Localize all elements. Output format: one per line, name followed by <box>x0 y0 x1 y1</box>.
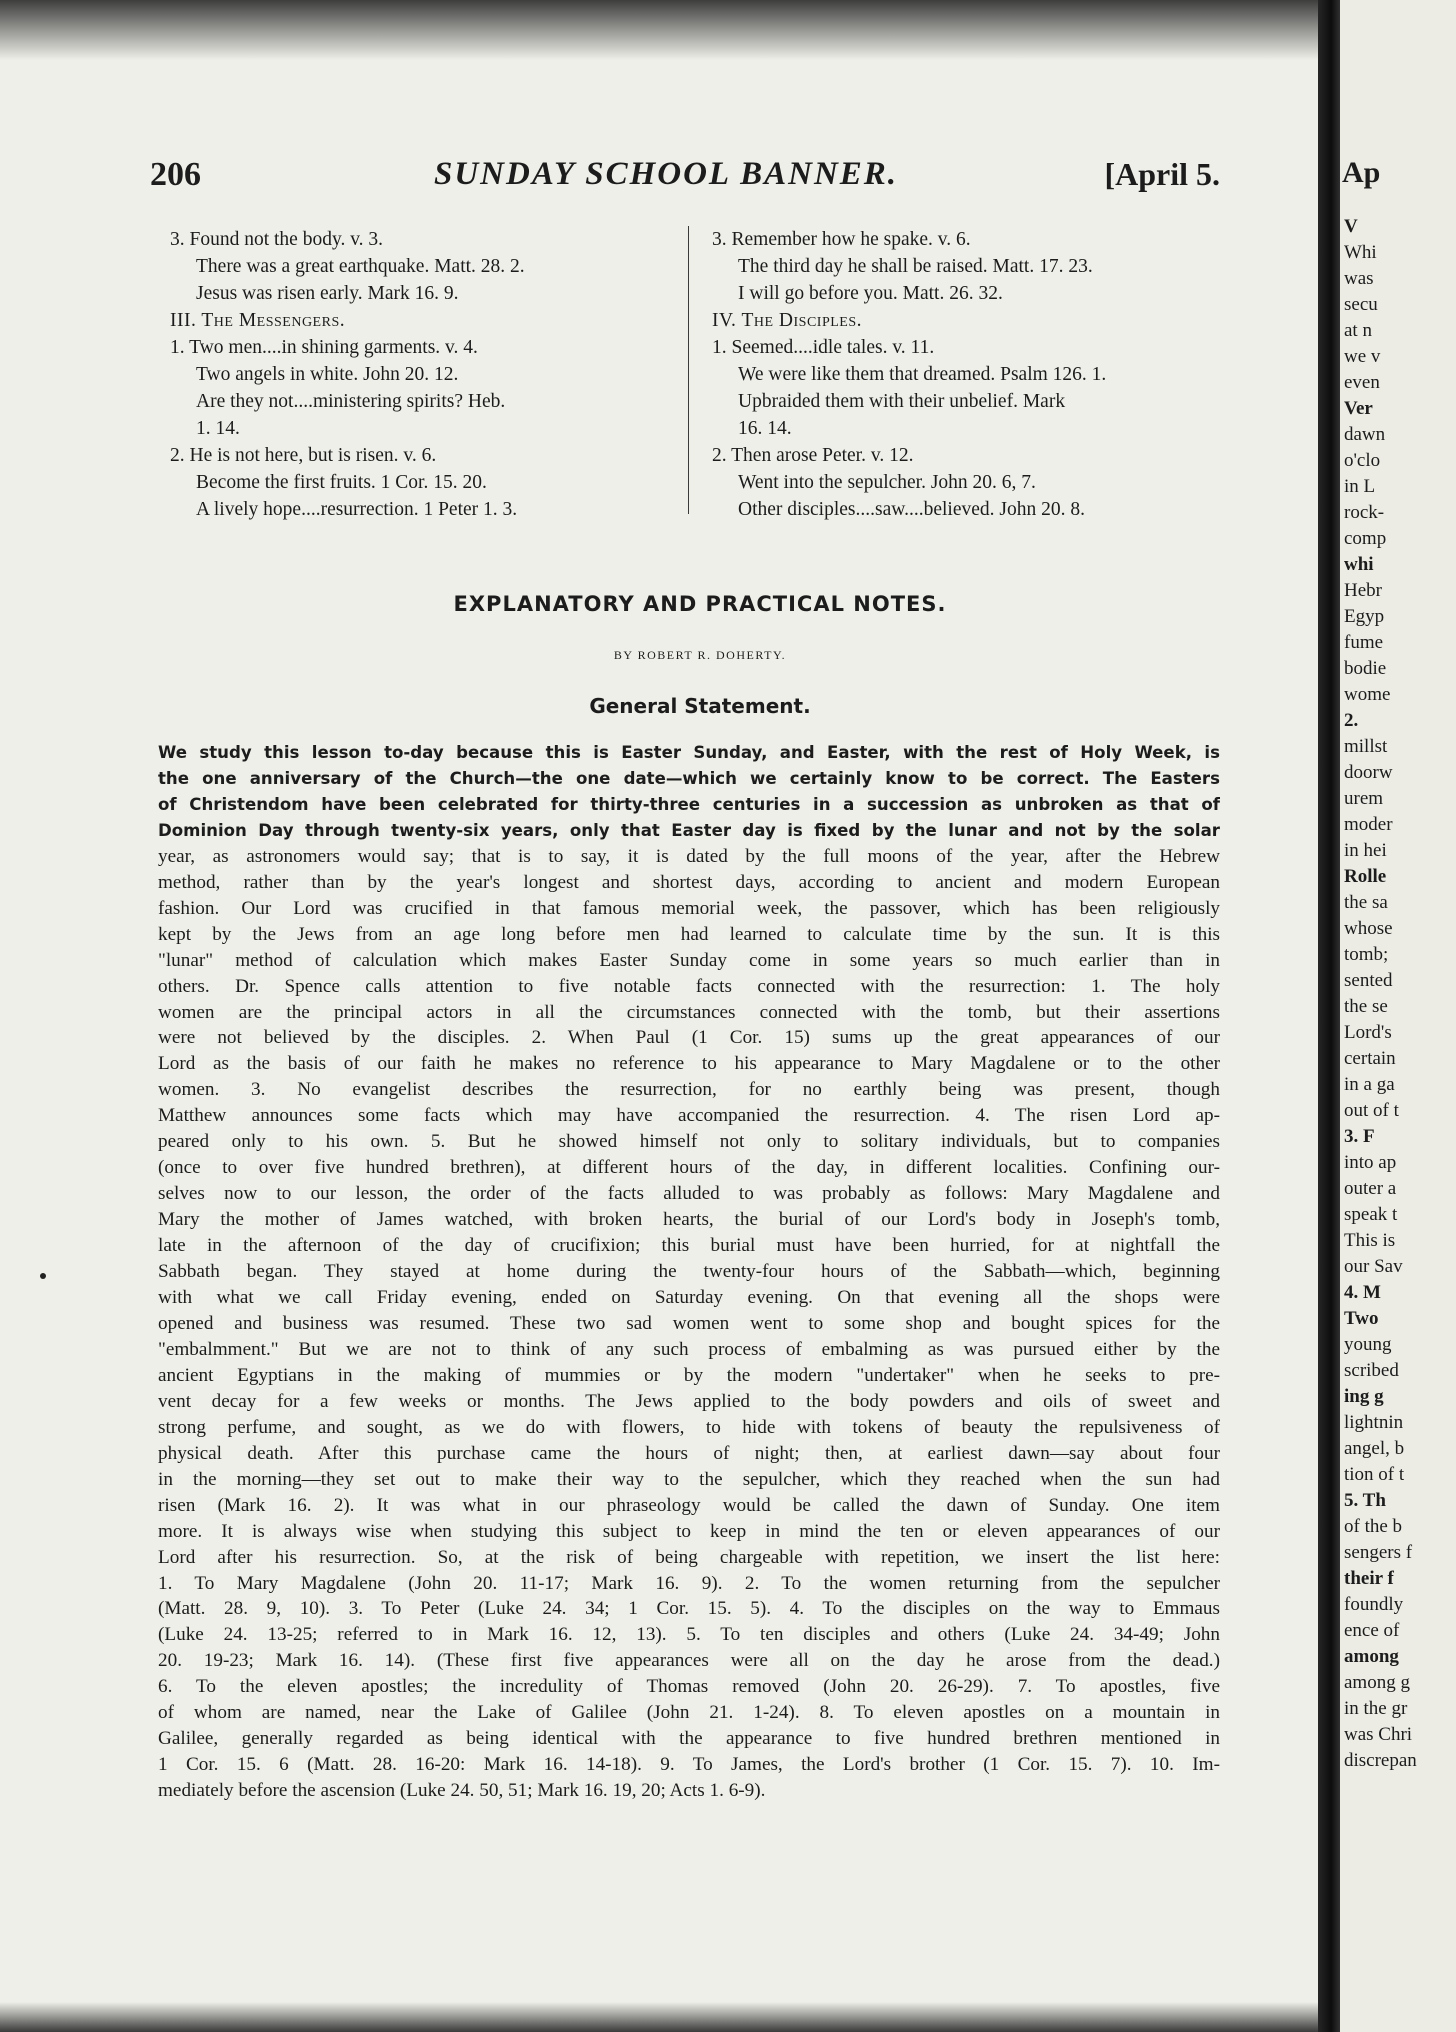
facing-page-line: lightnin <box>1344 1412 1404 1433</box>
text-line: (once to over five hundred brethren), at different hours of the day, in different localities. Confining our- <box>158 1157 1220 1179</box>
text-line: Galilee, generally regarded as being identical with the appearance to five hundred brethren mentioned in <box>158 1728 1220 1750</box>
text-line: Lord as the basis of our faith he makes no reference to his appearance to Mary Magdalene or to the other <box>158 1053 1220 1075</box>
text-line: Sabbath began. They stayed at home during the twenty-four hours of the Sabbath—which, beginning <box>158 1261 1220 1283</box>
facing-page-line: in a ga <box>1344 1074 1395 1095</box>
text-line: 20. 19-23; Mark 16. 14). (These first five appearances were all on the day he arose from the dead.) <box>158 1650 1220 1672</box>
text-line: method, rather than by the year's longest and shortest days, according to ancient and modern European <box>158 871 1220 893</box>
text-line: "embalmment." But we are not to think of any such process of embalming as was pursued either by the <box>158 1338 1220 1360</box>
text-line: peared only to his own. 5. But he showed himself not only to solitary individuals, but to companies <box>158 1131 1220 1153</box>
text-line: 1. To Mary Magdalene (John 20. 11-17; Mark 16. 9). 2. To the women returning from the sepulcher <box>158 1572 1220 1594</box>
text-line: strong perfume, and sought, as we do with flowers, to hide with tokens of beauty the repulsiveness of <box>158 1416 1220 1438</box>
facing-page-line: Whi <box>1344 242 1377 263</box>
outline-line: Other disciples....saw....believed. John 20. 8. <box>738 499 1085 520</box>
facing-page-line: in L <box>1344 476 1376 497</box>
facing-page-line: out of t <box>1344 1100 1399 1121</box>
general-statement-text <box>158 740 1220 1804</box>
text-line: women. 3. No evangelist describes the resurrection, for no earthly being was present, though <box>158 1079 1220 1101</box>
facing-page-line: rock- <box>1344 502 1385 523</box>
text-line: fashion. Our Lord was crucified in that famous memorial week, the passover, which has been religiously <box>158 897 1220 919</box>
facing-page-line: whose <box>1344 918 1393 939</box>
facing-page-line: ence of <box>1344 1620 1400 1641</box>
outline-line: Upbraided them with their unbelief. Mark <box>738 391 1066 412</box>
facing-page-line: tion of t <box>1344 1464 1405 1485</box>
facing-page-line: wome <box>1344 684 1391 705</box>
facing-page-line: 5. Th <box>1344 1490 1386 1511</box>
text-line: 6. To the eleven apostles; the incredulity of Thomas removed (John 20. 26-29). 7. To apostles, five <box>158 1676 1220 1698</box>
facing-page-line: their f <box>1344 1568 1394 1589</box>
outline-line: Went into the sepulcher. John 20. 6, 7. <box>738 472 1036 493</box>
text-line: Lord after his resurrection. So, at the risk of being chargeable with repetition, we insert the list here: <box>158 1546 1220 1568</box>
text-line: ancient Egyptians in the making of mummies or by the modern "undertaker" when he seeks to pre- <box>158 1364 1220 1386</box>
facing-page-line: our Sav <box>1344 1256 1403 1277</box>
facing-page-line: fume <box>1344 632 1384 653</box>
facing-page-line: doorw <box>1344 762 1393 783</box>
text-line: were not believed by the disciples. 2. When Paul (1 Cor. 15) sums up the great appearances of our <box>158 1027 1220 1049</box>
facing-page-line: the se <box>1344 996 1388 1017</box>
text-line: "lunar" method of calculation which makes Easter Sunday come in some years so much earlier than in <box>158 949 1220 971</box>
facing-page-line: the sa <box>1344 892 1388 913</box>
outline-line: Two angels in white. John 20. 12. <box>196 364 459 385</box>
facing-page-line: discrepan <box>1344 1750 1417 1771</box>
facing-page-line: millst <box>1344 736 1388 757</box>
facing-page-line: angel, b <box>1344 1438 1405 1459</box>
text-line: opened and business was resumed. These two sad women went to some shop and bought spices for the <box>158 1312 1220 1334</box>
text-line: of Christendom have been celebrated for thirty-three centuries in a succession as unbroken as that of <box>158 794 1220 814</box>
facing-page-line: Egyp <box>1344 606 1385 627</box>
facing-page-line: among <box>1344 1646 1399 1667</box>
page-date: [April 5. <box>1104 156 1220 192</box>
lesson-outline-left <box>170 226 670 523</box>
running-title: SUNDAY SCHOOL BANNER. <box>434 156 899 192</box>
outline-line: Are they not....ministering spirits? Heb. <box>196 391 506 412</box>
text-line: mediately before the ascension (Luke 24. 50, 51; Mark 16. 19, 20; Acts 1. 6-9). <box>158 1780 766 1802</box>
text-line: others. Dr. Spence calls attention to five notable facts connected with the resurrection: 1. The holy <box>158 975 1220 997</box>
facing-page-line: sengers f <box>1344 1542 1413 1563</box>
facing-page-line: o'clo <box>1344 450 1381 471</box>
outline-line: Jesus was risen early. Mark 16. 9. <box>196 283 459 304</box>
facing-page-line: sented <box>1344 970 1393 991</box>
ink-spot <box>40 1273 46 1279</box>
facing-page-line: V <box>1344 216 1358 237</box>
outline-line: Become the first fruits. 1 Cor. 15. 20. <box>196 472 487 493</box>
facing-page-line: Two <box>1344 1308 1379 1329</box>
facing-page-line: dawn <box>1344 424 1386 445</box>
text-line: Mary the mother of James watched, with broken hearts, the burial of our Lord's body in Joseph's tomb, <box>158 1209 1220 1231</box>
facing-page-line: 3. F <box>1344 1126 1375 1147</box>
text-line: 1 Cor. 15. 6 (Matt. 28. 16-20: Mark 16. 14-18). 9. To James, the Lord's brother (1 Cor. 15. 7). 10. Im- <box>158 1754 1220 1776</box>
text-line: risen (Mark 16. 2). It was what in our phraseology would be called the dawn of Sunday. One item <box>158 1494 1220 1516</box>
outline-line: The third day he shall be raised. Matt. 17. 23. <box>738 256 1093 277</box>
page-number: 206 <box>150 156 201 193</box>
facing-page-line: This is <box>1344 1230 1396 1251</box>
facing-page-line: outer a <box>1344 1178 1397 1199</box>
facing-page-line: Rolle <box>1344 866 1387 887</box>
facing-page-line: scribed <box>1344 1360 1399 1381</box>
facing-page-header: Ap <box>1342 156 1381 189</box>
facing-page-line: bodie <box>1344 658 1387 679</box>
text-line: selves now to our lesson, the order of the facts alluded to was probably as follows: Mary Magdalene and <box>158 1183 1220 1205</box>
outline-line: A lively hope....resurrection. 1 Peter 1. 3. <box>196 499 518 520</box>
book-gutter <box>1318 0 1340 2032</box>
outline-line: I will go before you. Matt. 26. 32. <box>738 283 1003 304</box>
facing-page-line: young <box>1344 1334 1392 1355</box>
facing-page-line: 2. <box>1344 710 1359 731</box>
text-line: kept by the Jews from an age long before men had learned to calculate time by the sun. It is this <box>158 923 1220 945</box>
page-header <box>150 150 1220 200</box>
outline-line: 2. He is not here, but is risen. v. 6. <box>170 445 437 466</box>
facing-page-line: comp <box>1344 528 1387 549</box>
text-line: (Matt. 28. 9, 10). 3. To Peter (Luke 24. 34; 1 Cor. 15. 5). 4. To the disciples on the way to Emmaus <box>158 1598 1220 1620</box>
facing-page-line: among g <box>1344 1672 1410 1693</box>
facing-page-line: was <box>1344 268 1374 289</box>
outline-line: 2. Then arose Peter. v. 12. <box>712 445 914 466</box>
outline-line: IV. The Disciples. <box>712 310 862 331</box>
text-line: Dominion Day through twenty-six years, only that Easter day is fixed by the lunar and not by the solar <box>158 820 1220 840</box>
facing-page-line: speak t <box>1344 1204 1398 1225</box>
outline-line: We were like them that dreamed. Psalm 126. 1. <box>738 364 1107 385</box>
lesson-outline-right <box>712 226 1222 523</box>
facing-page-line: even <box>1344 372 1380 393</box>
facing-page-line: secu <box>1344 294 1378 315</box>
text-line: We study this lesson to-day because this is Easter Sunday, and Easter, with the rest of Holy Week, is <box>158 743 1220 762</box>
text-line: of whom are named, near the Lake of Galilee (John 21. 1-24). 8. To eleven apostles on a mountain in <box>158 1702 1220 1724</box>
facing-page-line: whi <box>1344 554 1374 575</box>
section-heading: General Statement. <box>589 694 811 718</box>
notes-heading: EXPLANATORY AND PRACTICAL NOTES. <box>453 592 947 616</box>
facing-page-line: tomb; <box>1344 944 1389 965</box>
facing-page-line: urem <box>1344 788 1384 809</box>
facing-page-line: Hebr <box>1344 580 1382 601</box>
facing-page-line: we v <box>1344 346 1381 367</box>
facing-page-line: in the gr <box>1344 1698 1408 1719</box>
outline-line: 3. Found not the body. v. 3. <box>170 229 384 250</box>
text-line: (Luke 24. 13-25; referred to in Mark 16. 12, 13). 5. To ten disciples and others (Luke 24. 34-49; John <box>158 1624 1220 1646</box>
facing-page-line: foundly <box>1344 1594 1404 1615</box>
facing-page-line: Ver <box>1344 398 1373 419</box>
text-line: Matthew announces some facts which may have accompanied the resurrection. 4. The risen Lord ap- <box>158 1105 1220 1127</box>
outline-line: 1. Seemed....idle tales. v. 11. <box>712 337 935 358</box>
text-line: more. It is always wise when studying this subject to keep in mind the ten or eleven appearances of our <box>158 1520 1220 1542</box>
facing-page-line: was Chri <box>1344 1724 1413 1745</box>
facing-page-line: ing g <box>1344 1386 1384 1407</box>
text-line: the one anniversary of the Church—the one date—which we certainly know to be correct. The Easters <box>158 768 1220 788</box>
text-line: women are the principal actors in all the circumstances connected with the tomb, but their assertions <box>158 1001 1220 1023</box>
outline-line: There was a great earthquake. Matt. 28. 2. <box>196 256 525 277</box>
facing-page-line: of the b <box>1344 1516 1403 1537</box>
text-line: late in the afternoon of the day of crucifixion; this burial must have been hurried, for at nightfall the <box>158 1235 1220 1257</box>
facing-page-line: into ap <box>1344 1152 1397 1173</box>
outline-line: 3. Remember how he spake. v. 6. <box>712 229 971 250</box>
text-line: in the morning—they set out to make their way to the sepulcher, which they reached when the sun had <box>158 1468 1220 1490</box>
outline-line: III. The Messengers. <box>170 310 346 331</box>
facing-page-line: Lord's <box>1344 1022 1392 1043</box>
facing-page <box>1340 0 1456 2032</box>
outline-line: 16. 14. <box>738 418 792 439</box>
facing-page-line: certain <box>1344 1048 1396 1069</box>
outline-line: 1. Two men....in shining garments. v. 4. <box>170 337 478 358</box>
text-line: vent decay for a few weeks or months. The Jews applied to the body powders and oils of sweet and <box>158 1390 1220 1412</box>
text-line: year, as astronomers would say; that is to say, it is dated by the full moons of the year, after the Hebrew <box>158 845 1220 867</box>
column-divider <box>688 226 689 514</box>
author-byline: BY ROBERT R. DOHERTY. <box>613 648 787 662</box>
facing-page-line: at n <box>1344 320 1372 341</box>
text-line: with what we call Friday evening, ended on Saturday evening. On that evening all the shops were <box>158 1287 1220 1309</box>
facing-page-line: 4. M <box>1344 1282 1381 1303</box>
facing-page-line: moder <box>1344 814 1393 835</box>
facing-page-line: in hei <box>1344 840 1387 861</box>
text-line: physical death. After this purchase came the hours of night; then, at earliest dawn—say about four <box>158 1442 1220 1464</box>
outline-line: 1. 14. <box>196 418 240 439</box>
